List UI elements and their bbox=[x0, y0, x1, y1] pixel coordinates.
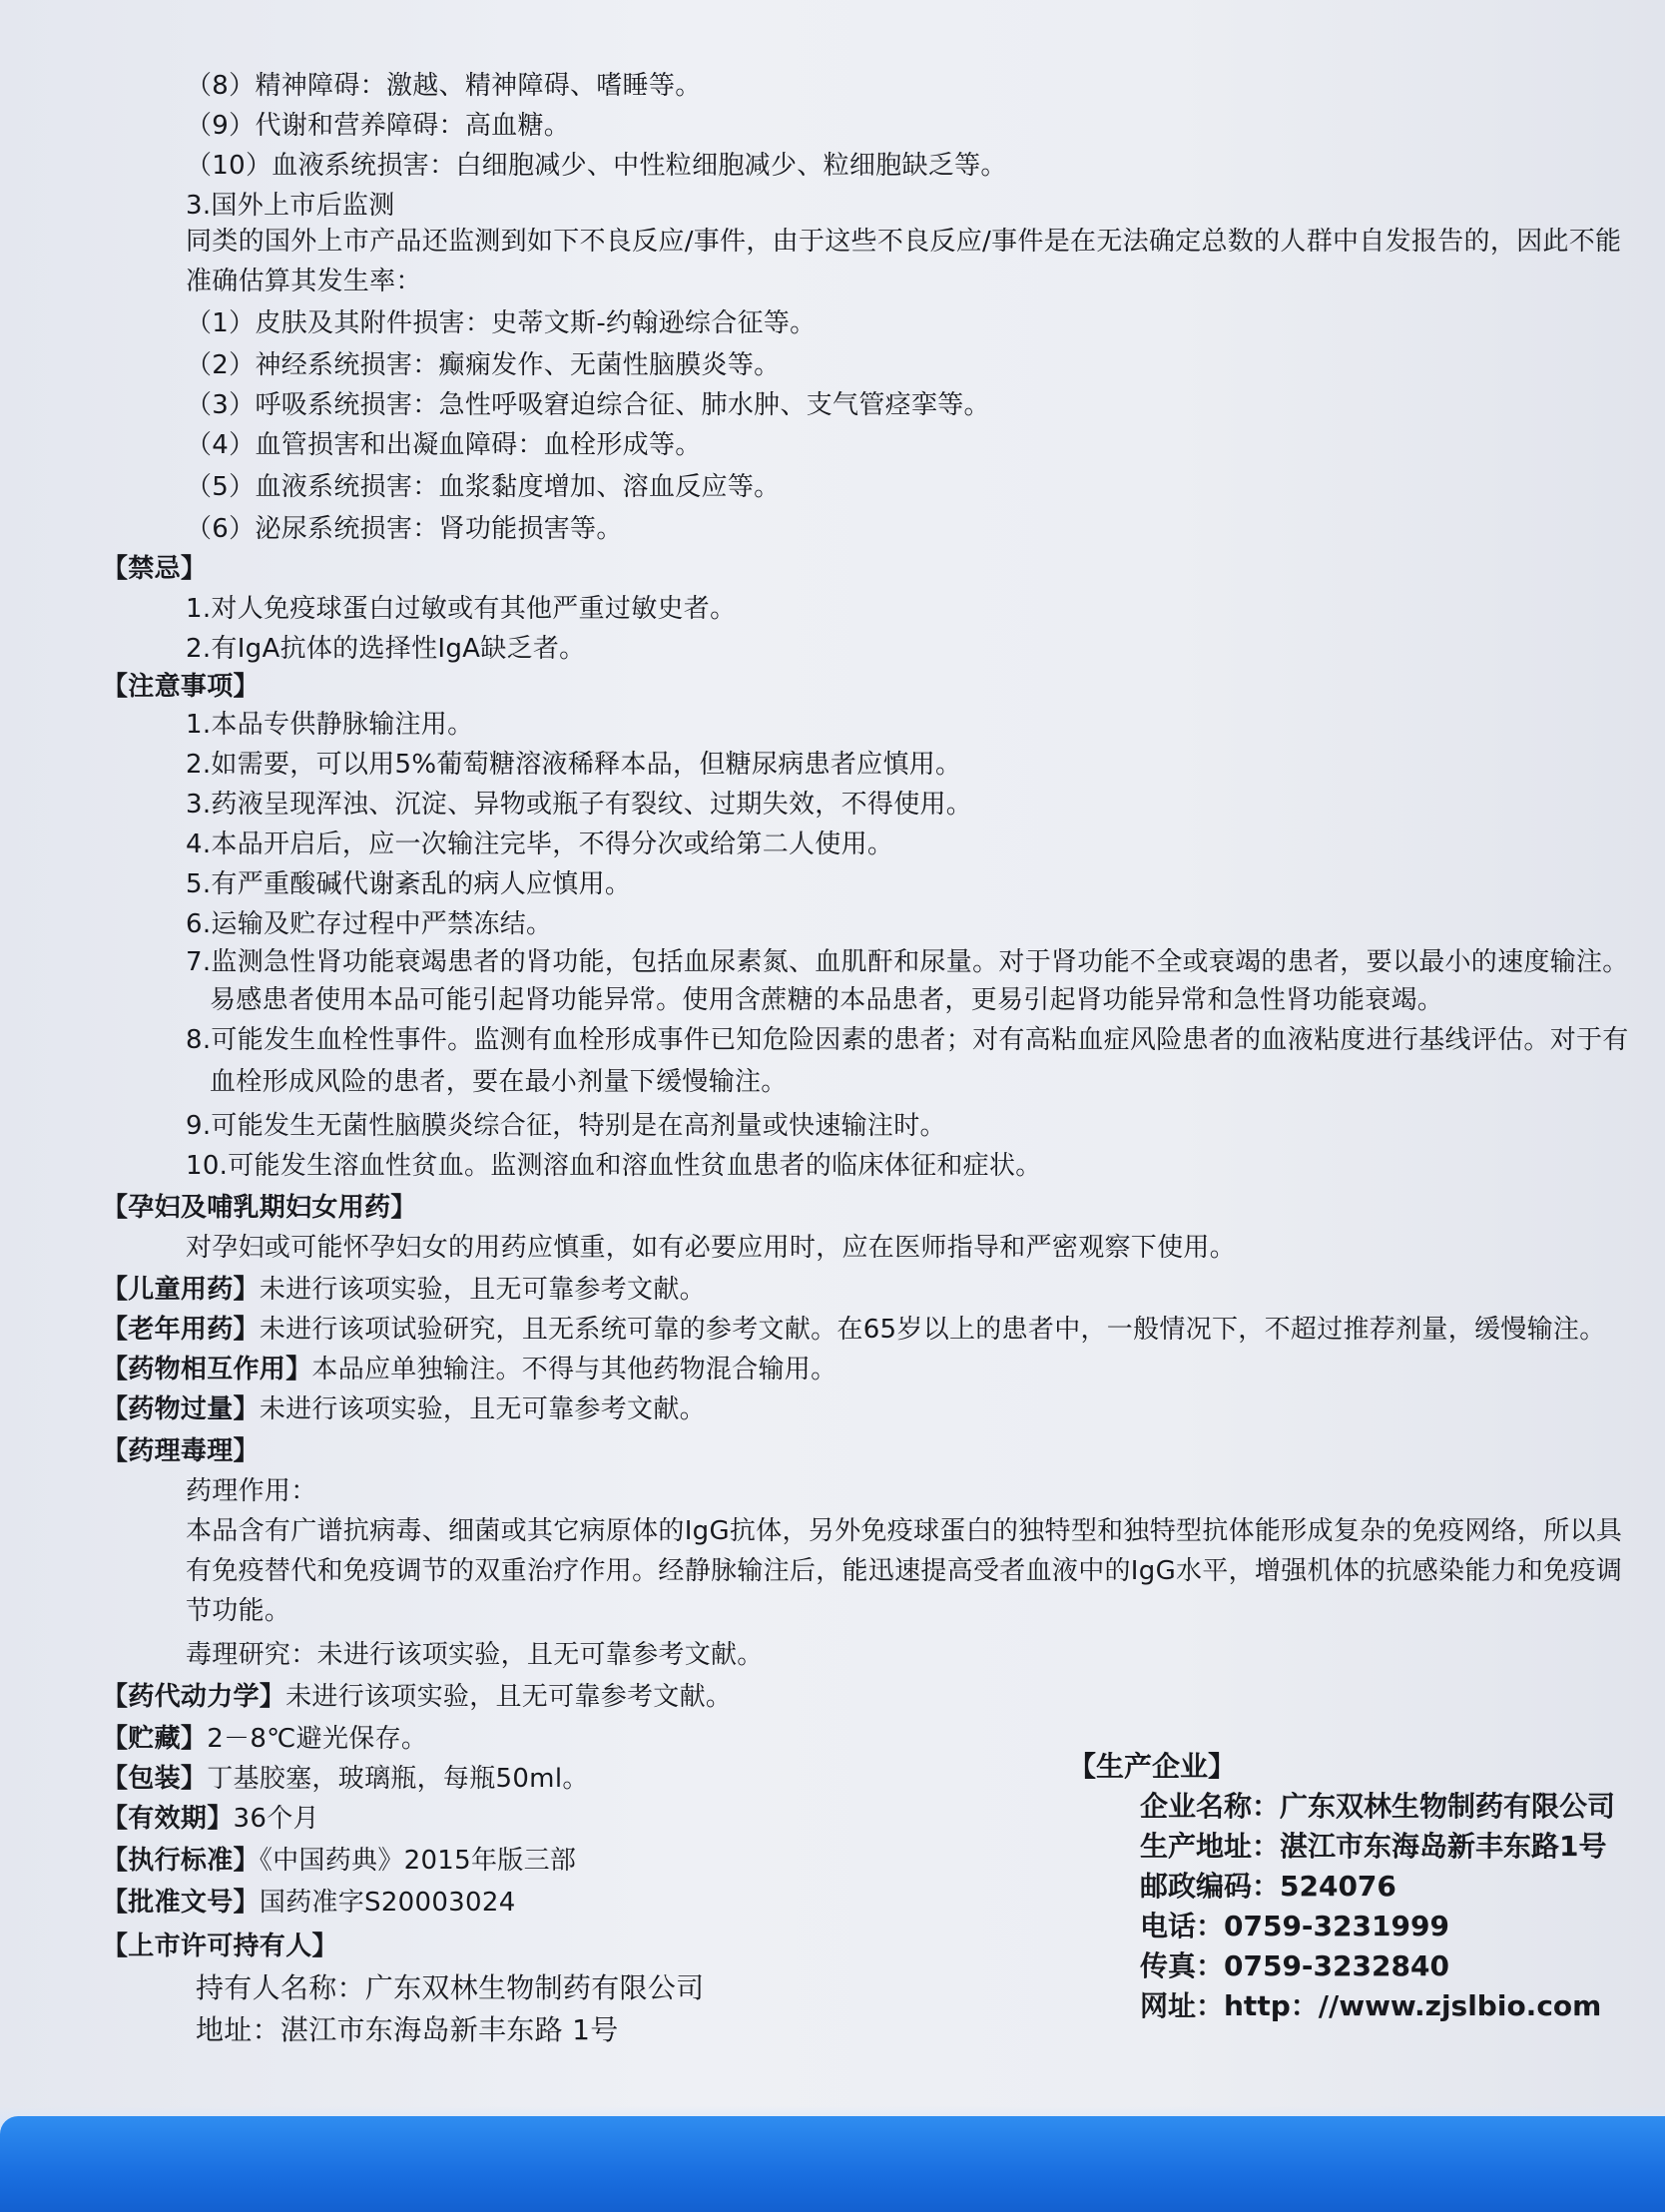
package-text: 丁基胶塞，玻璃瓶，每瓶50ml。 bbox=[207, 1764, 589, 1794]
precautions-heading: 【注意事项】 bbox=[102, 672, 260, 702]
approval-heading: 【批准文号】 bbox=[102, 1888, 260, 1918]
pharmacology-heading: 【药理毒理】 bbox=[102, 1436, 260, 1466]
package-heading: 【包装】 bbox=[102, 1764, 208, 1794]
pediatric-row bbox=[102, 1270, 706, 1310]
precaution-8b: 血栓形成风险的患者，要在最小剂量下缓慢输注。 bbox=[210, 1067, 788, 1097]
overdose-text: 未进行该项实验，且无可靠参考文献。 bbox=[259, 1394, 706, 1424]
standard-text: 《中国药典》2015年版三部 bbox=[259, 1846, 577, 1876]
pk-heading: 【药代动力学】 bbox=[102, 1682, 286, 1712]
precaution-3: 3.药液呈现浑浊、沉淀、异物或瓶子有裂纹、过期失效，不得使用。 bbox=[186, 790, 973, 820]
contraindications-heading: 【禁忌】 bbox=[102, 554, 208, 584]
holder-address: 地址：湛江市东海岛新丰东路 1号 bbox=[196, 2013, 619, 2046]
storage-text: 2－8℃避光保存。 bbox=[207, 1724, 428, 1754]
approval-row bbox=[102, 1883, 516, 1923]
manufacturer-name: 企业名称：广东双林生物制药有限公司 bbox=[1140, 1790, 1616, 1823]
overdose-heading: 【药物过量】 bbox=[102, 1394, 260, 1424]
approval-text: 国药准字S20003024 bbox=[259, 1888, 516, 1918]
contraindication-2: 2.有IgA抗体的选择性IgA缺乏者。 bbox=[186, 634, 586, 664]
expiry-heading: 【有效期】 bbox=[102, 1804, 234, 1834]
precaution-1: 1.本品专供静脉输注用。 bbox=[186, 710, 474, 740]
pk-text: 未进行该项实验，且无可靠参考文献。 bbox=[285, 1682, 733, 1712]
holder-name: 持有人名称：广东双林生物制药有限公司 bbox=[196, 1971, 705, 2004]
precaution-2: 2.如需要，可以用5%葡萄糖溶液稀释本品，但糖尿病患者应慎用。 bbox=[186, 750, 962, 780]
blue-bottom-band bbox=[0, 2116, 1665, 2212]
pharmacology-text-2: 有免疫替代和免疫调节的双重治疗作用。经静脉输注后，能迅速提高受者血液中的IgG水平，增强机体的抗感染能力和免疫调 bbox=[186, 1556, 1623, 1586]
ar-line-10: （10）血液系统损害：白细胞减少、中性粒细胞减少、粒细胞缺乏等。 bbox=[186, 151, 1007, 181]
overdose-row bbox=[102, 1389, 706, 1429]
manufacturer-website: 网址：http：//www.zjslbio.com bbox=[1140, 1989, 1602, 2022]
ar-line-9: （9）代谢和营养障碍：高血糖。 bbox=[186, 111, 571, 141]
postmarket-title: 3.国外上市后监测 bbox=[186, 191, 395, 221]
pregnancy-text: 对孕妇或可能怀孕妇女的用药应慎重，如有必要应用时，应在医师指导和严密观察下使用。 bbox=[186, 1233, 1237, 1263]
precaution-8a: 8.可能发生血栓性事件。监测有血栓形成事件已知危险因素的患者；对有高粘血症风险患者的血液粘度进行基线评估。对于有 bbox=[186, 1025, 1629, 1055]
precaution-5: 5.有严重酸碱代谢紊乱的病人应慎用。 bbox=[186, 869, 632, 899]
postmarket-intro-1: 同类的国外上市产品还监测到如下不良反应/事件，由于这些不良反应/事件是在无法确定总数的人群中自发报告的，因此不能 bbox=[186, 227, 1622, 257]
expiry-text: 36个月 bbox=[233, 1804, 319, 1834]
precaution-4: 4.本品开启后，应一次输注完毕，不得分次或给第二人使用。 bbox=[186, 830, 894, 859]
pm-line-4: （4）血管损害和出凝血障碍：血栓形成等。 bbox=[186, 430, 702, 460]
manufacturer-postal: 邮政编码：524076 bbox=[1140, 1870, 1396, 1903]
manufacturer-heading: 【生产企业】 bbox=[1068, 1750, 1237, 1783]
contraindication-1: 1.对人免疫球蛋白过敏或有其他严重过敏史者。 bbox=[186, 594, 737, 624]
ar-line-8: （8）精神障碍：激越、精神障碍、嗜睡等。 bbox=[186, 71, 702, 101]
package-row bbox=[102, 1759, 589, 1799]
toxicology-text: 毒理研究：未进行该项实验，且无可靠参考文献。 bbox=[186, 1640, 764, 1670]
pregnancy-heading: 【孕妇及哺乳期妇女用药】 bbox=[102, 1193, 417, 1223]
pm-line-3: （3）呼吸系统损害：急性呼吸窘迫综合征、肺水肿、支气管痉挛等。 bbox=[186, 390, 990, 420]
geriatric-heading: 【老年用药】 bbox=[102, 1315, 260, 1345]
geriatric-row bbox=[102, 1310, 1606, 1350]
pediatric-heading: 【儿童用药】 bbox=[102, 1275, 260, 1305]
interaction-row bbox=[102, 1350, 836, 1389]
pk-row bbox=[102, 1677, 732, 1717]
holder-heading: 【上市许可持有人】 bbox=[102, 1932, 338, 1961]
pharmacology-text-1: 本品含有广谱抗病毒、细菌或其它病原体的IgG抗体，另外免疫球蛋白的独特型和独特型抗体能形成复杂的免疫网络，所以具 bbox=[186, 1516, 1623, 1546]
expiry-row bbox=[102, 1799, 319, 1839]
pharmacology-text-3: 节功能。 bbox=[186, 1596, 291, 1626]
precaution-10: 10.可能发生溶血性贫血。监测溶血和溶血性贫血患者的临床体征和症状。 bbox=[186, 1151, 1042, 1181]
pediatric-text: 未进行该项实验，且无可靠参考文献。 bbox=[259, 1275, 706, 1305]
geriatric-text: 未进行该项试验研究，且无系统可靠的参考文献。在65岁以上的患者中，一般情况下，不超过推荐剂量，缓慢输注。 bbox=[259, 1315, 1606, 1345]
manufacturer-address: 生产地址：湛江市东海岛新丰东路1号 bbox=[1140, 1830, 1607, 1863]
pm-line-6: （6）泌尿系统损害：肾功能损害等。 bbox=[186, 514, 623, 544]
precaution-7b: 易感患者使用本品可能引起肾功能异常。使用含蔗糖的本品患者，更易引起肾功能异常和急性肾功能衰竭。 bbox=[210, 985, 1444, 1015]
storage-row bbox=[102, 1719, 427, 1759]
precaution-7a: 7.监测急性肾功能衰竭患者的肾功能，包括血尿素氮、血肌酐和尿量。对于肾功能不全或衰竭的患者，要以最小的速度输注。 bbox=[186, 947, 1629, 977]
storage-heading: 【贮藏】 bbox=[102, 1724, 208, 1754]
precaution-6: 6.运输及贮存过程中严禁冻结。 bbox=[186, 909, 553, 939]
manufacturer-phone: 电话：0759-3231999 bbox=[1140, 1910, 1449, 1942]
pm-line-5: （5）血液系统损害：血浆黏度增加、溶血反应等。 bbox=[186, 472, 781, 502]
pm-line-1: （1）皮肤及其附件损害：史蒂文斯-约翰逊综合征等。 bbox=[186, 308, 817, 338]
standard-row bbox=[102, 1841, 576, 1881]
pm-line-2: （2）神经系统损害：癫痫发作、无菌性脑膜炎等。 bbox=[186, 350, 781, 380]
manufacturer-fax: 传真：0759-3232840 bbox=[1140, 1949, 1449, 1982]
pharmacology-label: 药理作用： bbox=[186, 1476, 317, 1506]
postmarket-intro-2: 准确估算其发生率： bbox=[186, 267, 422, 296]
interaction-heading: 【药物相互作用】 bbox=[102, 1355, 312, 1384]
precaution-9: 9.可能发生无菌性脑膜炎综合征，特别是在高剂量或快速输注时。 bbox=[186, 1111, 946, 1141]
interaction-text: 本品应单独输注。不得与其他药物混合输用。 bbox=[311, 1355, 837, 1384]
standard-heading: 【执行标准】 bbox=[102, 1846, 260, 1876]
